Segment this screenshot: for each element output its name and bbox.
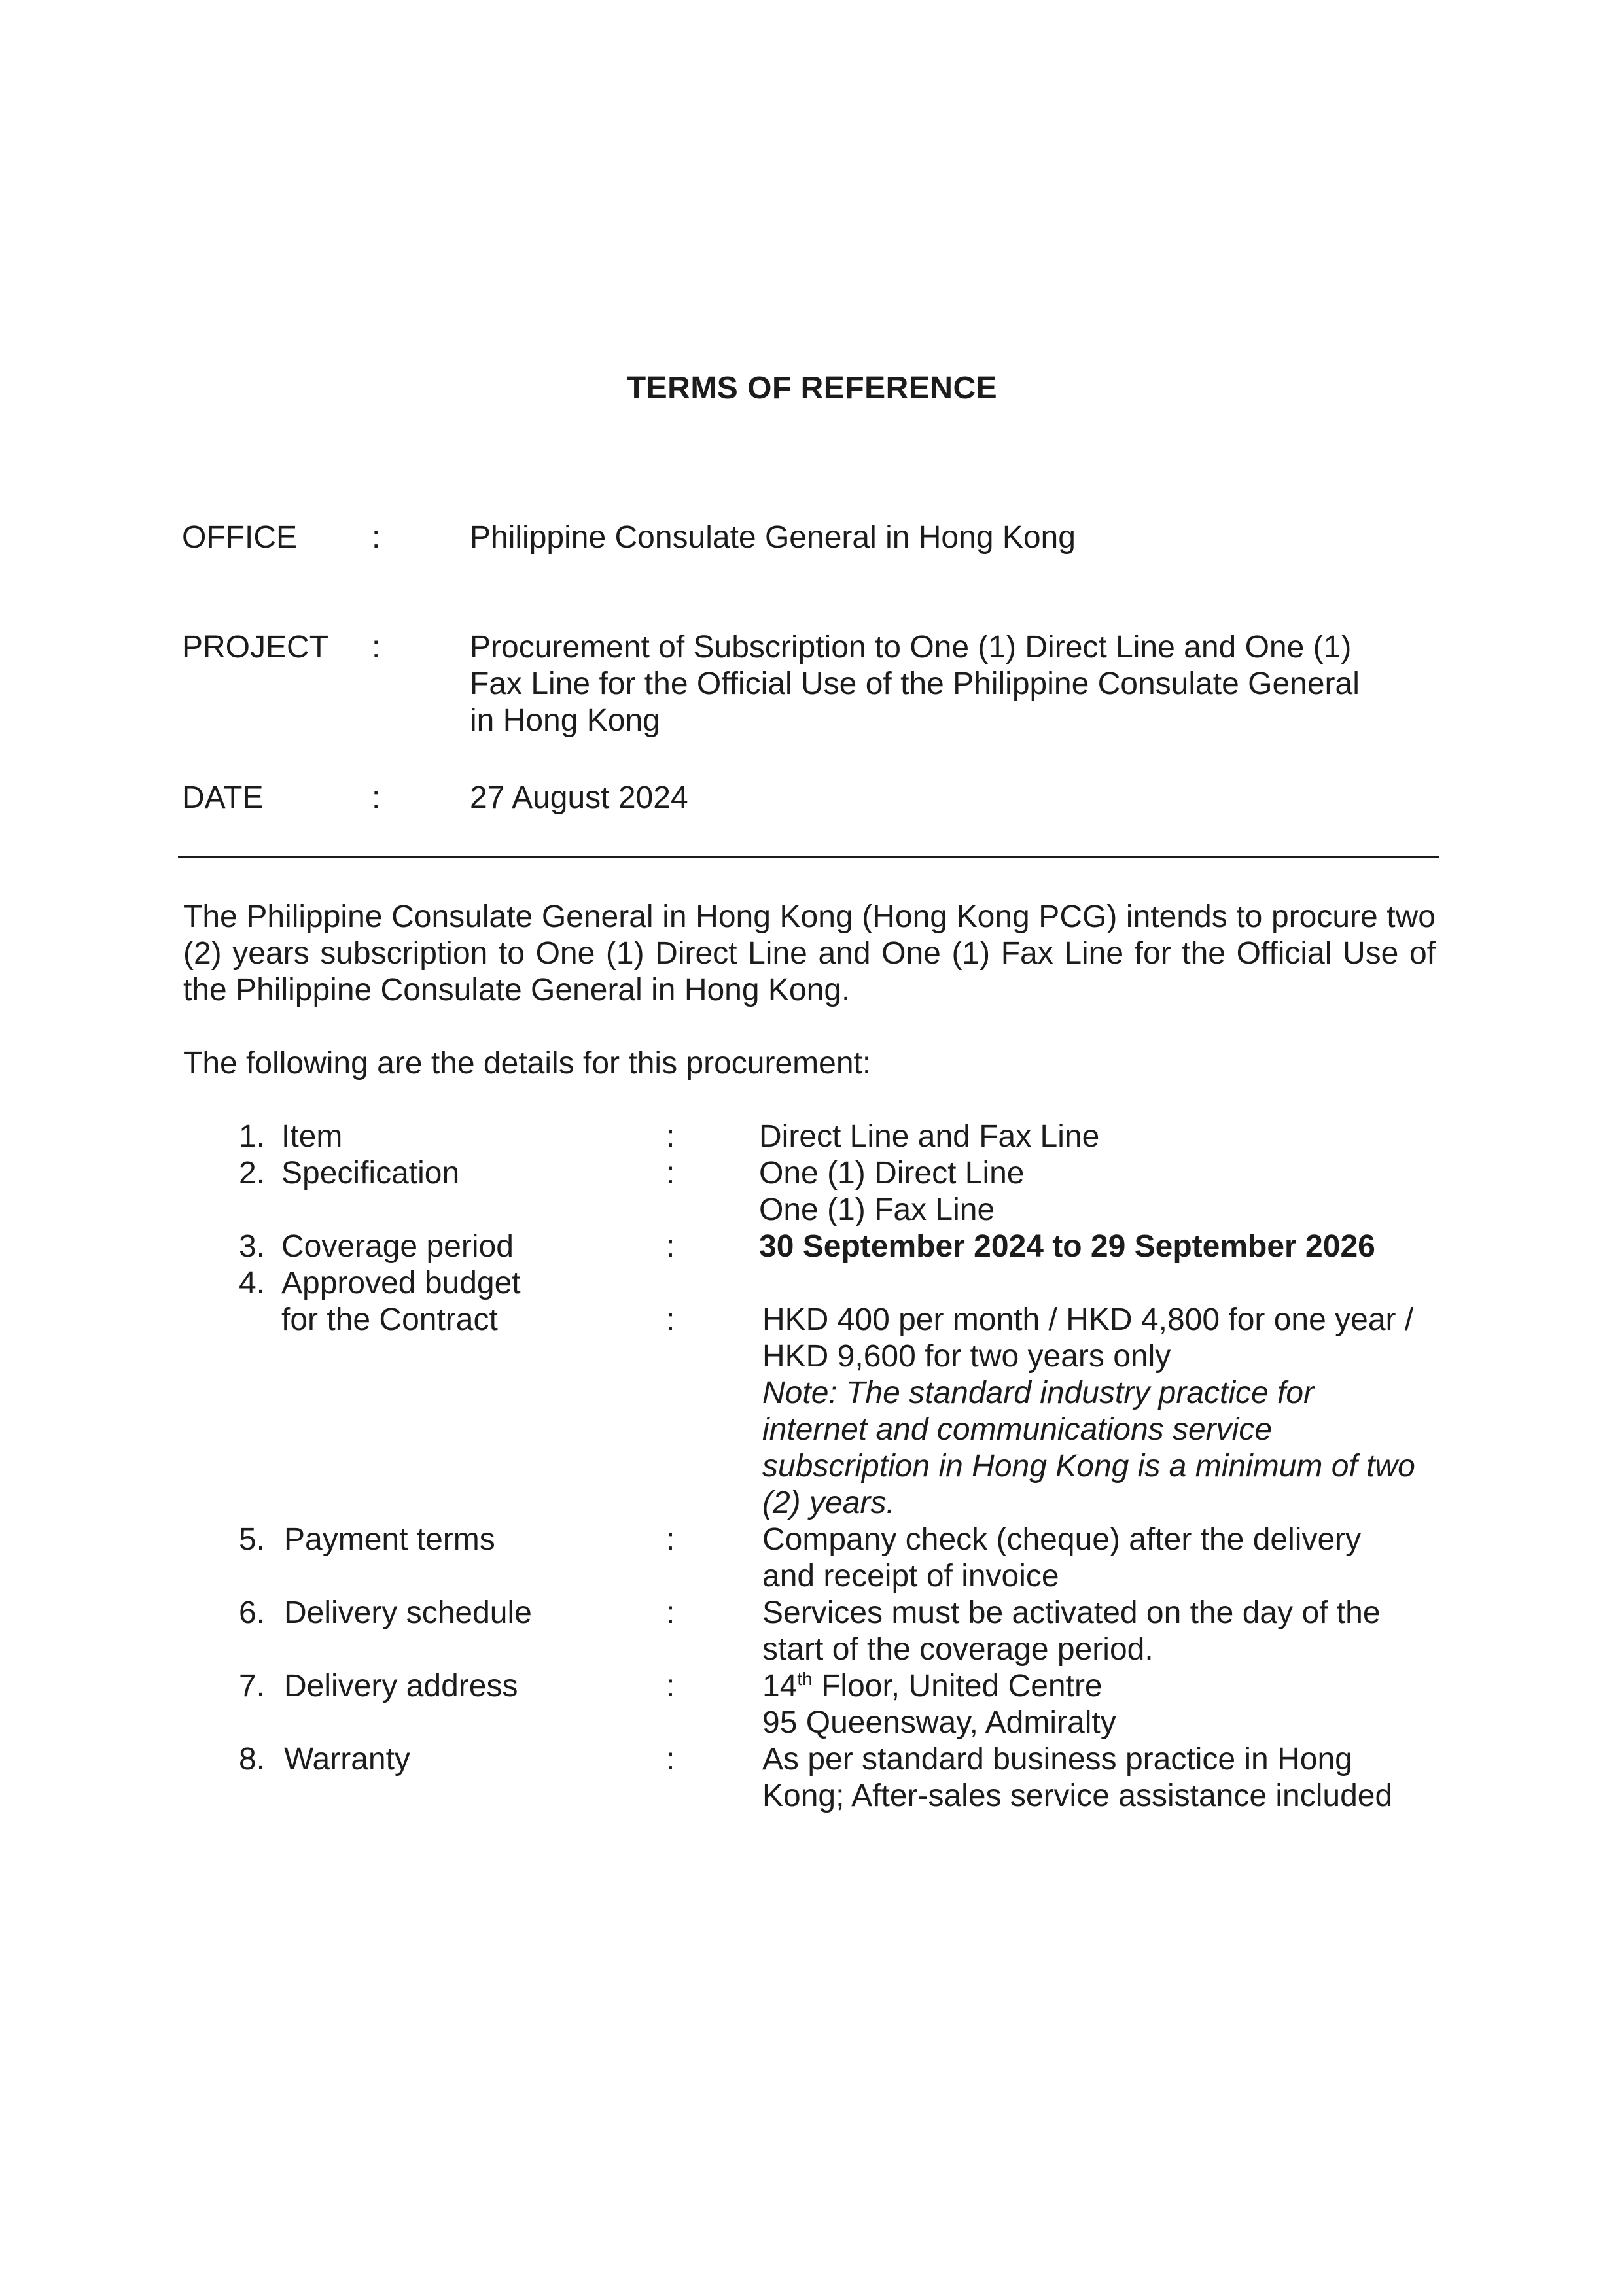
project-line: Fax Line for the Official Use of the Philippine Consulate General bbox=[470, 667, 1360, 701]
item-number: 6. bbox=[238, 1595, 265, 1630]
project-label: PROJECT bbox=[182, 630, 329, 665]
item-number: 3. bbox=[238, 1229, 265, 1264]
note-line: Note: The standard industry practice for bbox=[762, 1376, 1315, 1410]
item-colon: : bbox=[666, 1669, 675, 1703]
item-label: Delivery schedule bbox=[284, 1595, 532, 1630]
office-colon: : bbox=[372, 520, 381, 555]
item-label: Item bbox=[281, 1119, 343, 1154]
item-value-line: HKD 9,600 for two years only bbox=[762, 1339, 1171, 1374]
item-number: 5. bbox=[238, 1522, 265, 1557]
office-label: OFFICE bbox=[182, 520, 297, 555]
item-label: Warranty bbox=[284, 1742, 410, 1777]
floor-ordinal-suffix: th bbox=[797, 1669, 813, 1689]
item-value-line: 95 Queensway, Admiralty bbox=[762, 1705, 1116, 1740]
item-label: Specification bbox=[281, 1156, 460, 1191]
item-value-line: Services must be activated on the day of the bbox=[762, 1595, 1381, 1630]
item-value bbox=[762, 1668, 1449, 1741]
intro-paragraph: The Philippine Consulate General in Hong Kong (Hong Kong PCG) intends to procure two (2) years subscription to One (1) Direct Line and One (1) Fax Line for the Official Use of the Philippine Consulate General in Hong Kong. bbox=[183, 899, 1436, 1007]
item-value-line: start of the coverage period. bbox=[762, 1632, 1154, 1667]
item-value bbox=[759, 1155, 1446, 1228]
item-label bbox=[281, 1265, 521, 1338]
item-value-line: Kong; After-sales service assistance included bbox=[762, 1779, 1393, 1813]
item-label: Delivery address bbox=[284, 1669, 518, 1703]
date-value: 27 August 2024 bbox=[470, 780, 688, 815]
item-value bbox=[762, 1741, 1449, 1815]
project-value bbox=[470, 629, 1438, 739]
item-colon: : bbox=[666, 1229, 675, 1264]
item-colon: : bbox=[666, 1156, 675, 1191]
item-value-line: Direct Line and Fax Line bbox=[759, 1119, 1100, 1154]
item-colon: : bbox=[666, 1302, 675, 1337]
details-intro: The following are the details for this procurement: bbox=[183, 1046, 872, 1081]
item-value bbox=[762, 1302, 1449, 1522]
item-value-line: One (1) Fax Line bbox=[759, 1192, 995, 1227]
item-value-line: As per standard business practice in Hong bbox=[762, 1742, 1352, 1777]
note-line: (2) years. bbox=[762, 1486, 895, 1520]
header-divider bbox=[178, 856, 1439, 858]
item-number: 4. bbox=[238, 1266, 265, 1300]
item-value bbox=[762, 1522, 1449, 1595]
project-line: Procurement of Subscription to One (1) Direct Line and One (1) bbox=[470, 630, 1352, 665]
date-colon: : bbox=[372, 780, 381, 815]
item-value-line: HKD 400 per month / HKD 4,800 for one year / bbox=[762, 1302, 1414, 1337]
date-label: DATE bbox=[182, 780, 264, 815]
item-colon: : bbox=[666, 1119, 675, 1154]
project-colon: : bbox=[372, 630, 381, 665]
office-value: Philippine Consulate General in Hong Kong bbox=[470, 520, 1076, 555]
item-label-line: for the Contract bbox=[281, 1302, 498, 1337]
item-value-line: One (1) Direct Line bbox=[759, 1156, 1025, 1191]
item-value-line: Company check (cheque) after the delivery bbox=[762, 1522, 1362, 1557]
note-line: subscription in Hong Kong is a minimum of two bbox=[762, 1449, 1415, 1484]
item-number: 1. bbox=[238, 1119, 265, 1154]
item-value bbox=[759, 1119, 1446, 1155]
item-label: Coverage period bbox=[281, 1229, 514, 1264]
item-label-line: Approved budget bbox=[281, 1266, 521, 1300]
item-colon: : bbox=[666, 1595, 675, 1630]
item-colon: : bbox=[666, 1522, 675, 1557]
project-line: in Hong Kong bbox=[470, 703, 660, 738]
item-value bbox=[762, 1595, 1449, 1668]
floor-number: 14 bbox=[762, 1669, 798, 1703]
coverage-period-value: 30 September 2024 to 29 September 2026 bbox=[759, 1229, 1375, 1264]
item-number: 7. bbox=[238, 1669, 265, 1703]
item-colon: : bbox=[666, 1742, 675, 1777]
item-number: 8. bbox=[238, 1742, 265, 1777]
note-line: internet and communications service bbox=[762, 1412, 1273, 1447]
floor-address-rest: Floor, United Centre bbox=[812, 1669, 1103, 1703]
item-value-line: and receipt of invoice bbox=[762, 1559, 1059, 1593]
item-value bbox=[759, 1228, 1446, 1265]
document-title: TERMS OF REFERENCE bbox=[626, 371, 998, 406]
floor-address-line bbox=[762, 1668, 1449, 1705]
item-number: 2. bbox=[238, 1156, 265, 1191]
item-label: Payment terms bbox=[284, 1522, 495, 1557]
